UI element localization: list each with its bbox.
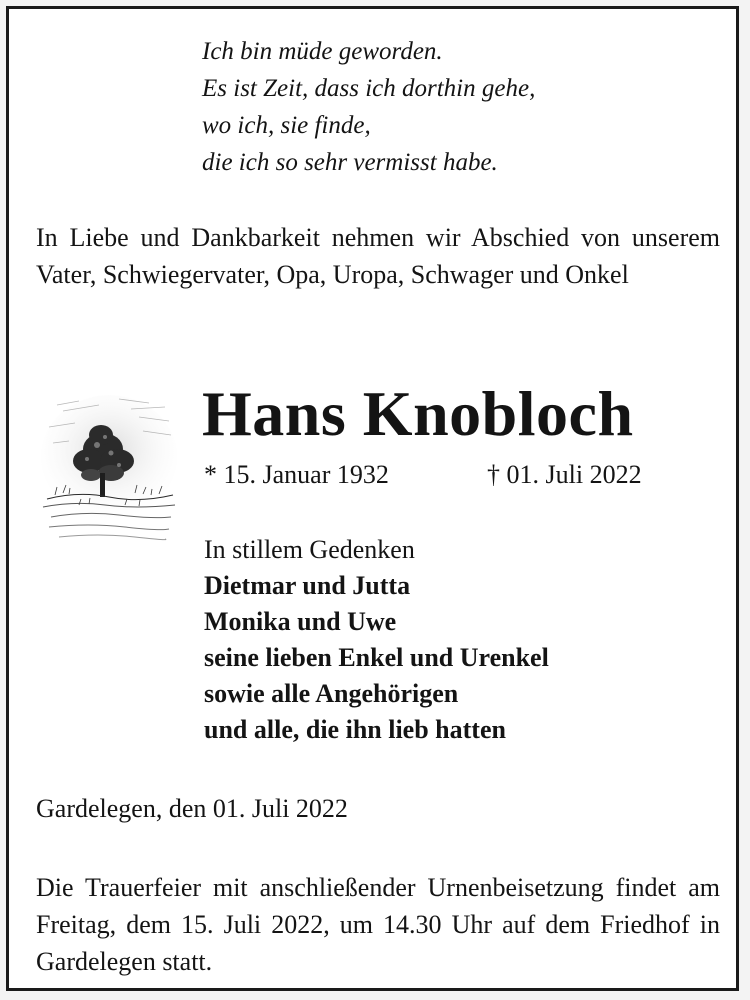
funeral-info: Die Trauerfeier mit anschließender Urnenbeisetzung findet am Freitag, dem 15. Juli 2022, um 14.30 Uhr auf dem Friedhof in Gardelegen statt. (36, 873, 720, 976)
mourner-name: Dietmar und Jutta (204, 571, 411, 600)
death-date: † 01. Juli 2022 (487, 460, 642, 489)
place-date: Gardelegen, den 01. Juli 2022 (36, 794, 348, 823)
farewell-intro: In Liebe und Dankbarkeit nehmen wir Abschied von unserem Vater, Schwiegervater, Opa, Uropa, Schwager und Onkel (36, 223, 720, 289)
birth-date: * 15. Januar 1932 (204, 460, 389, 489)
tree-landscape-icon (39, 387, 179, 547)
poem-line: Es ist Zeit, dass ich dorthin gehe, (202, 75, 536, 102)
obituary-card (6, 6, 739, 991)
poem (202, 33, 535, 181)
poem-line: Ich bin müde geworden. (202, 38, 443, 65)
mourner-name: seine lieben Enkel und Urenkel (204, 643, 549, 672)
mourners-block (204, 532, 549, 748)
poem-line: wo ich, sie finde, (202, 112, 371, 139)
mourner-name: und alle, die ihn lieb hatten (204, 715, 506, 744)
mourners-intro: In stillem Gedenken (204, 535, 415, 564)
mourner-name: Monika und Uwe (204, 607, 397, 636)
mourner-name: sowie alle Angehörigen (204, 679, 459, 708)
deceased-name: Hans Knobloch (202, 378, 634, 449)
poem-line: die ich so sehr vermisst habe. (202, 149, 498, 176)
